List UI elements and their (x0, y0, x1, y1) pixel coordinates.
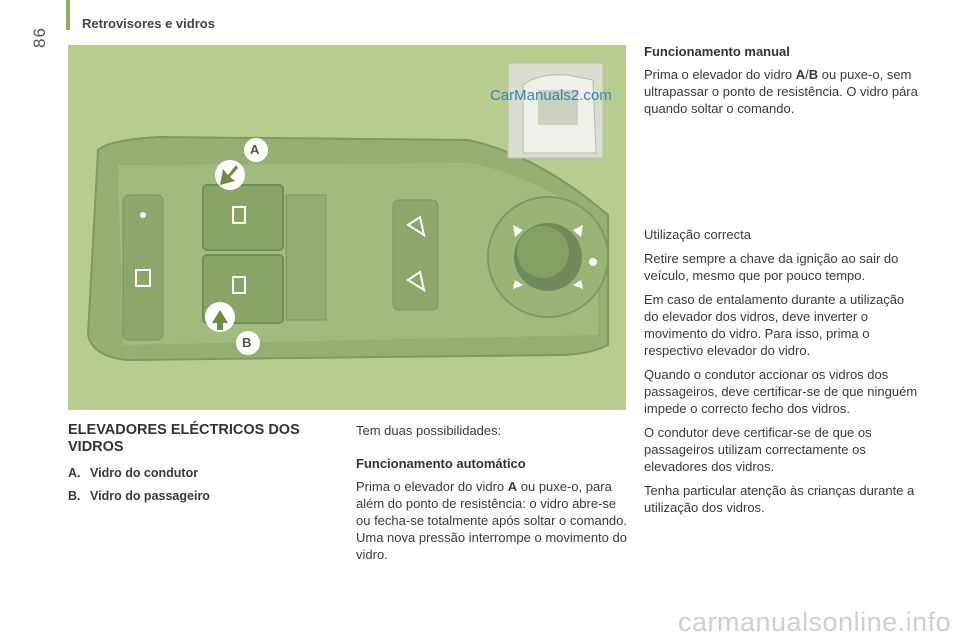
auto-title: Funcionamento automático (356, 456, 526, 471)
usage-paragraph: Quando o condutor accionar os vidros dos passageiros, deve certificar-se de que ninguém impede o correcto fecho dos vidros. (644, 367, 918, 416)
usage-title: Utilização correcta (644, 227, 751, 242)
main-title: ELEVADORES ELÉCTRICOS DOS VIDROS (68, 422, 300, 455)
callout-b-label: B (242, 335, 252, 350)
section-marker (66, 0, 70, 30)
legend-item-a: A. Vidro do condutor (68, 466, 199, 480)
manual-paragraph: Prima o elevador do vidro A/B ou puxe-o, sem ultrapassar o ponto de resistência. O vidro pára quando soltar o comando. (644, 67, 918, 116)
auto-paragraph: Prima o elevador do vidro A ou puxe-o, para além do ponto de resistência: o vidro abre-se ou fecha-se totalmente após soltar o comando. Uma nova pressão interrompe o movimento do vidro. (356, 479, 627, 562)
section-header: Retrovisores e vidros (82, 16, 215, 31)
watermark-carmanuals2[interactable]: CarManuals2.com (490, 87, 612, 104)
left-column (68, 422, 330, 511)
usage-paragraph: O condutor deve certificar-se de que os passageiros utilizam correctamente os elevadores dos vidros. (644, 425, 872, 474)
usage-section (644, 226, 919, 523)
middle-column (356, 422, 631, 570)
page-number: 86 (30, 27, 49, 48)
right-column-top (644, 43, 919, 124)
callout-a-label: A (250, 142, 260, 157)
manual-title: Funcionamento manual (644, 44, 790, 59)
usage-paragraph: Tenha particular atenção às crianças durante a utilização dos vidros. (644, 483, 915, 515)
usage-paragraph: Retire sempre a chave da ignição ao sair do veículo, mesmo que por pouco tempo. (644, 251, 899, 283)
footer-watermark[interactable]: carmanualsonline.info (678, 607, 952, 637)
usage-paragraph: Em caso de entalamento durante a utilização do elevador dos vidros, deve inverter o movimento do vidro. Para isso, prima o respectivo elevador do vidro. (644, 292, 905, 358)
intro-text: Tem duas possibilidades: (356, 423, 502, 438)
legend-item-b: B. Vidro do passageiro (68, 489, 210, 503)
